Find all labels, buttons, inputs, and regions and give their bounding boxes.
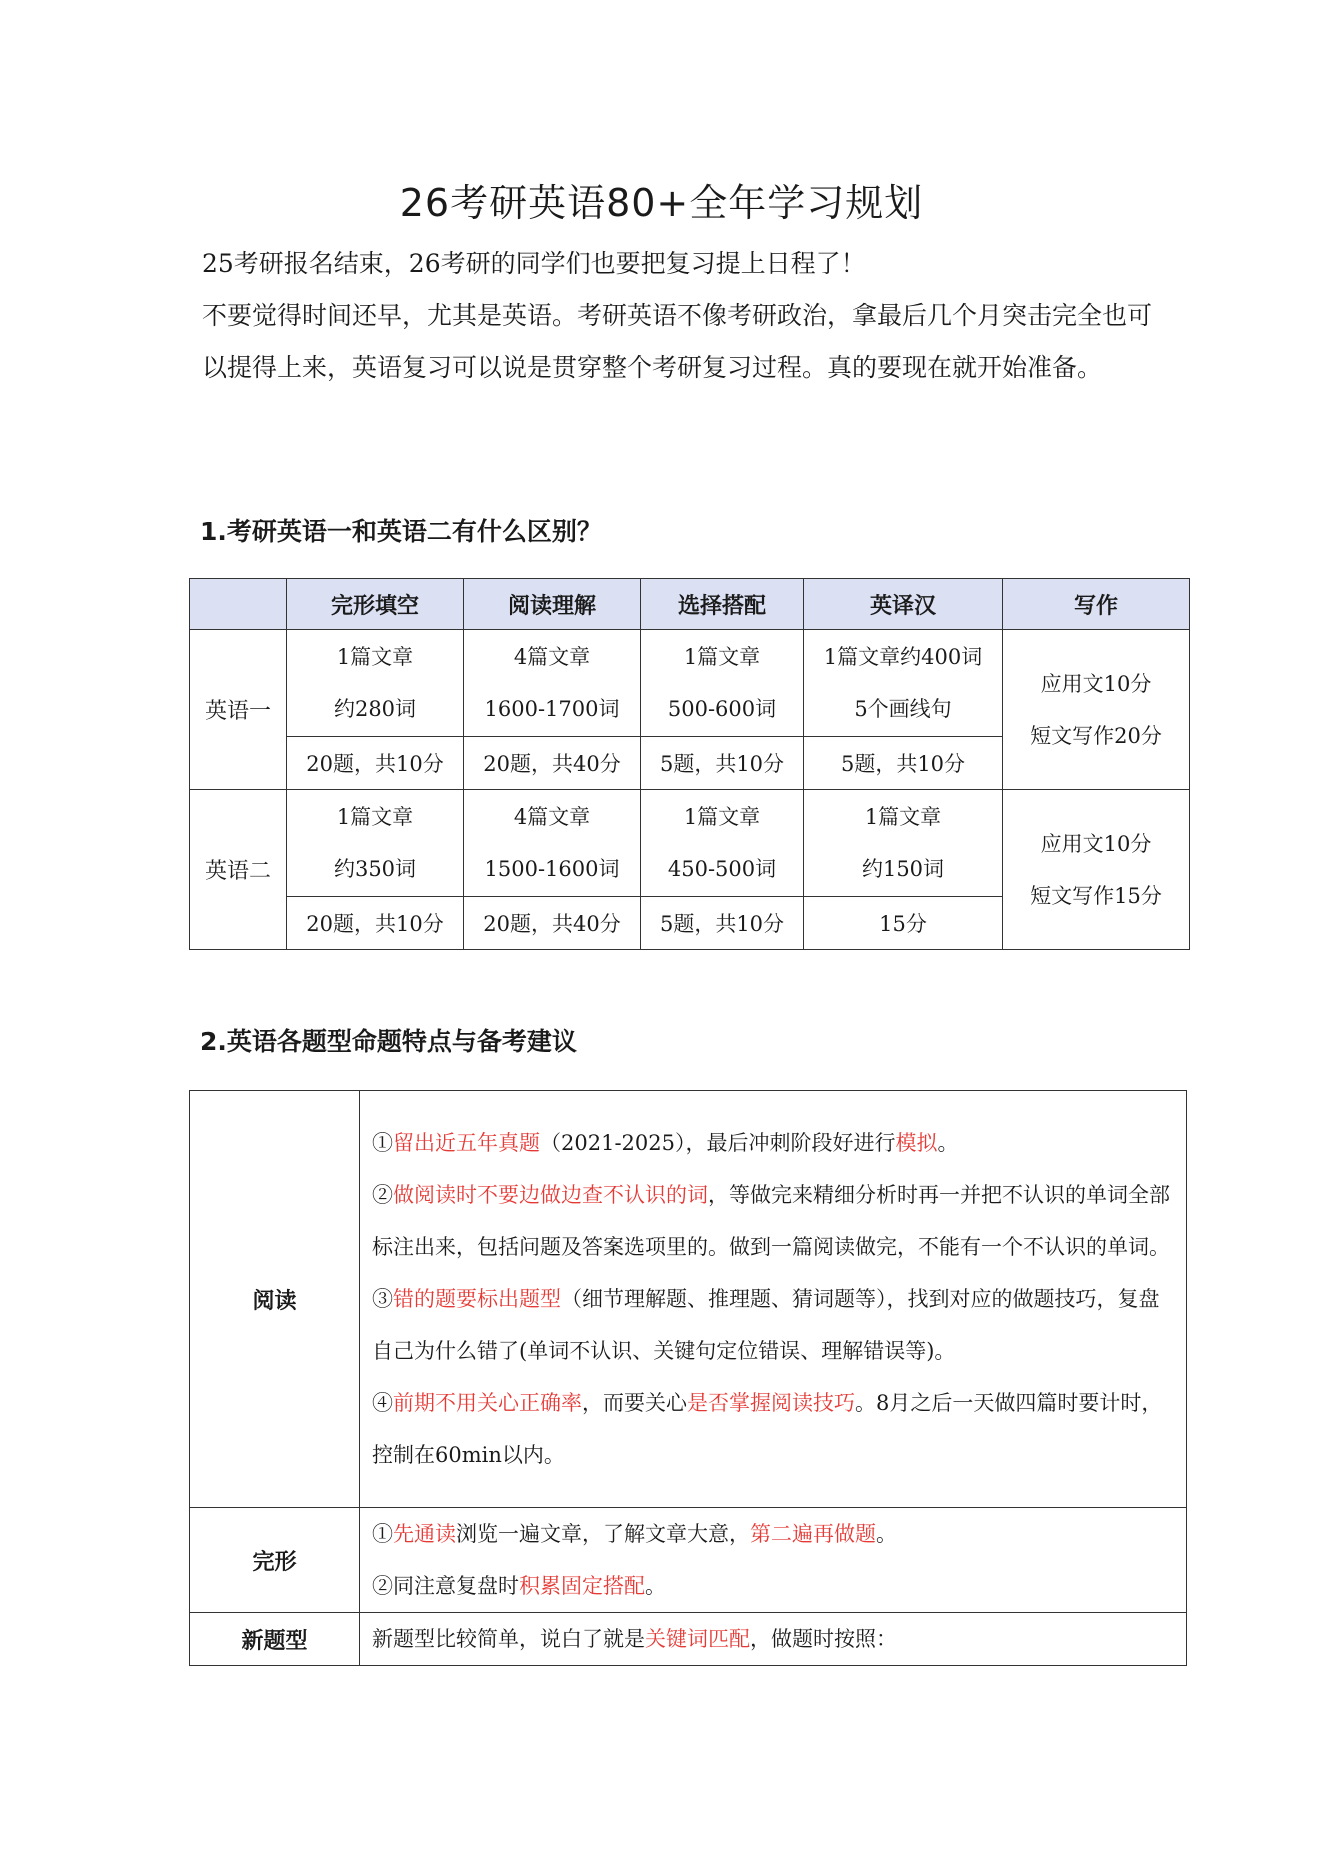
intro-text — [202, 238, 1152, 394]
item-text: （细节理解题、推理题、猜词题等），找到对应的做题技巧，复盘自己为什么错了(单词不认识、关键句定位错误、理解错误等)。 — [372, 1287, 1160, 1363]
item-text: 新题型比较简单，说白了就是 — [372, 1627, 645, 1651]
highlight-text: 前期不用关心正确率 — [393, 1391, 582, 1415]
cell-line: 约280词 — [333, 697, 417, 721]
intro-paragraph: 不要觉得时间还早，尤其是英语。考研英语不像考研政治，拿最后几个月突击完全也可以提得上来，英语复习可以说是贯穿整个考研复习过程。真的要现在就开始准备。 — [202, 301, 1153, 382]
intro-paragraph: 25考研报名结束，26考研的同学们也要把复习提上日程了！ — [202, 249, 866, 278]
cell-matching — [641, 630, 804, 737]
category-newtype: 新题型 — [190, 1613, 360, 1666]
advice-cloze — [360, 1508, 1187, 1613]
cell-line: 1篇文章 — [683, 645, 761, 669]
cell-line: 1篇文章 — [336, 805, 414, 829]
table-row — [190, 630, 1190, 737]
row-label-english1: 英语一 — [190, 630, 287, 790]
item-number: ④ — [372, 1391, 393, 1415]
table-row — [190, 790, 1190, 897]
cell-score: 20题，共40分 — [464, 737, 641, 790]
item-number: ① — [372, 1131, 393, 1155]
comparison-table — [189, 578, 1190, 950]
cell-translation — [804, 630, 1003, 737]
col-header-cloze: 完形填空 — [287, 579, 464, 630]
cell-line: 5个画线句 — [854, 697, 952, 721]
advice-item — [372, 1169, 1176, 1273]
cell-score: 5题，共10分 — [641, 737, 804, 790]
table-header-row — [190, 579, 1190, 630]
category-reading: 阅读 — [190, 1091, 360, 1508]
cell-score: 20题，共10分 — [287, 897, 464, 950]
table-header-corner — [190, 579, 287, 630]
cell-matching — [641, 790, 804, 897]
cell-reading — [464, 790, 641, 897]
cell-reading — [464, 630, 641, 737]
advice-item — [372, 1508, 1176, 1560]
item-text: ，而要关心 — [582, 1391, 687, 1415]
section1-heading: 1.考研英语一和英语二有什么区别？ — [200, 517, 602, 546]
highlight-text: 关键词匹配 — [645, 1627, 750, 1651]
cell-writing — [1003, 790, 1190, 950]
cell-line: 4篇文章 — [513, 805, 591, 829]
item-text: 同注意复盘时 — [393, 1574, 519, 1598]
highlight-text: 先通读 — [393, 1522, 456, 1546]
advice-item — [372, 1273, 1176, 1377]
highlight-text: 模拟 — [895, 1131, 938, 1155]
cell-line: 短文写作20分 — [1030, 723, 1162, 748]
item-text: 。 — [876, 1522, 897, 1546]
advice-item — [372, 1560, 1176, 1612]
table-row — [190, 1091, 1187, 1508]
item-text: ，等做完来精细分析时再一并把不认识的单词全部标注出来，包括问题及答案选项里的。做到一篇阅读做完，不能有一个不认识的单词。 — [372, 1183, 1170, 1259]
cell-line: 应用文10分 — [1040, 831, 1152, 856]
cell-line: 1篇文章 — [864, 805, 942, 829]
col-header-translation: 英译汉 — [804, 579, 1003, 630]
item-number: ① — [372, 1522, 393, 1546]
advice-table — [189, 1090, 1187, 1666]
advice-reading — [360, 1091, 1187, 1508]
cell-line: 4篇文章 — [513, 645, 591, 669]
cell-line: 应用文10分 — [1040, 671, 1152, 696]
cell-cloze — [287, 630, 464, 737]
cell-line: 1篇文章约400词 — [823, 645, 983, 669]
cell-score: 20题，共40分 — [464, 897, 641, 950]
section2-heading: 2.英语各题型命题特点与备考建议 — [200, 1027, 577, 1056]
cell-cloze — [287, 790, 464, 897]
col-header-matching: 选择搭配 — [641, 579, 804, 630]
highlight-text: 积累固定搭配 — [519, 1574, 645, 1598]
cell-score: 5题，共10分 — [804, 737, 1003, 790]
advice-item — [372, 1117, 1176, 1169]
item-text: 。 — [937, 1131, 959, 1155]
item-number: ② — [372, 1183, 393, 1207]
cell-line: 1篇文章 — [683, 805, 761, 829]
col-header-reading: 阅读理解 — [464, 579, 641, 630]
cell-score: 5题，共10分 — [641, 897, 804, 950]
item-number: ② — [372, 1574, 393, 1598]
highlight-text: 错的题要标出题型 — [393, 1287, 561, 1311]
item-text: 。 — [645, 1574, 666, 1598]
cell-score: 15分 — [804, 897, 1003, 950]
highlight-text: 第二遍再做题 — [750, 1522, 876, 1546]
cell-line: 1600-1700词 — [484, 697, 620, 721]
item-text: ，做题时按照： — [750, 1627, 897, 1651]
item-text: 。8月之后一天做四篇时要计时，控制在60min以内。 — [372, 1391, 1163, 1467]
advice-item — [372, 1613, 1176, 1665]
category-cloze: 完形 — [190, 1508, 360, 1613]
cell-line: 约150词 — [861, 857, 945, 881]
table-row — [190, 1613, 1187, 1666]
cell-line: 450-500词 — [667, 857, 777, 881]
cell-line: 500-600词 — [667, 697, 777, 721]
cell-translation — [804, 790, 1003, 897]
item-text: （2021-2025），最后冲刺阶段好进行 — [540, 1131, 896, 1155]
item-number: ③ — [372, 1287, 393, 1311]
row-label-english2: 英语二 — [190, 790, 287, 950]
table-row — [190, 1508, 1187, 1613]
cell-writing — [1003, 630, 1190, 790]
item-text: 浏览一遍文章，了解文章大意， — [456, 1522, 750, 1546]
highlight-text: 留出近五年真题 — [393, 1131, 540, 1155]
cell-line: 约350词 — [333, 857, 417, 881]
col-header-writing: 写作 — [1003, 579, 1190, 630]
page-title: 26考研英语80+全年学习规划 — [399, 181, 924, 225]
cell-line: 1篇文章 — [336, 645, 414, 669]
cell-line: 短文写作15分 — [1030, 883, 1162, 908]
cell-line: 1500-1600词 — [484, 857, 620, 881]
advice-item — [372, 1377, 1176, 1481]
cell-score: 20题，共10分 — [287, 737, 464, 790]
highlight-text: 是否掌握阅读技巧 — [687, 1391, 855, 1415]
advice-newtype — [360, 1613, 1187, 1666]
highlight-text: 做阅读时不要边做边查不认识的词 — [393, 1183, 708, 1207]
